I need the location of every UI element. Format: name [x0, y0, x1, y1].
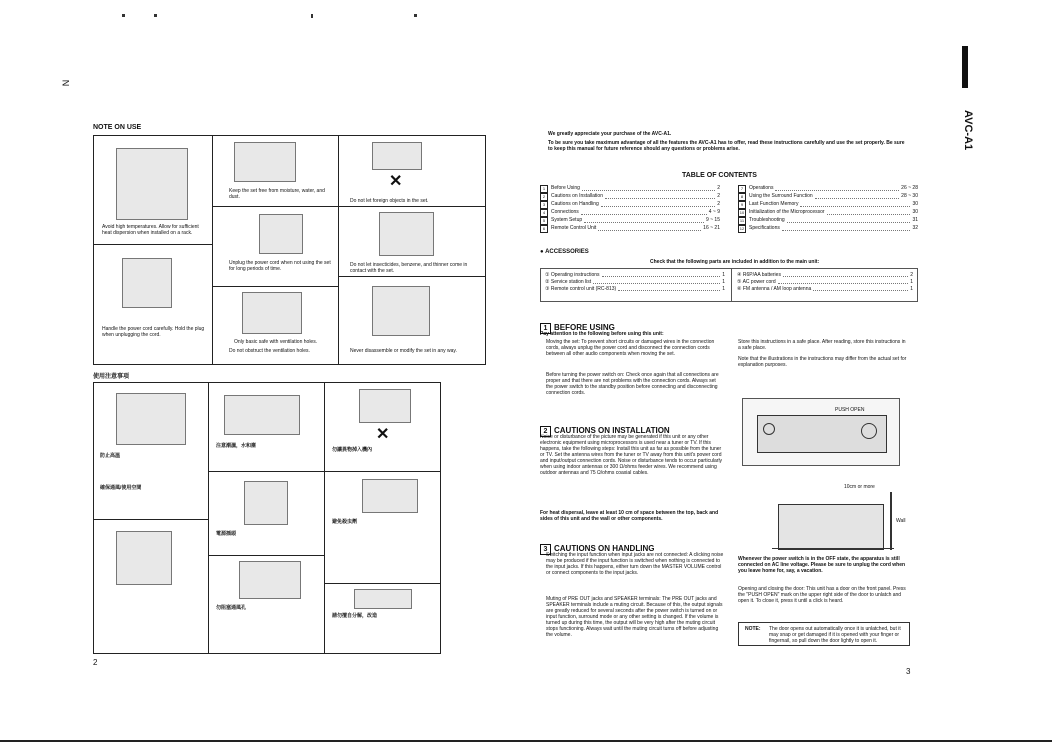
accessory-item: ④ R6P/AA batteries 2 [737, 272, 913, 278]
toc-right [738, 185, 918, 233]
sec1-right-1: Store this instructions in a safe place. After reading, store this instructions in a safe place. [738, 339, 906, 351]
sec1-lead: Pay attention to the following before using this unit: [540, 331, 664, 337]
note-moisture: Keep the set free from moisture, water, and dust. [229, 188, 325, 200]
heat-illustration-cn [116, 393, 186, 445]
note-ventilation-caption: Only basic safe with ventilation holes. [234, 339, 318, 345]
intro-2: To be sure you take maximum advantage of all the features the AVC-A1 has to offer, read these instructions carefully and use the set properly. Be sure to keep this manual for future reference should any questions or problems arise. [548, 140, 905, 152]
note-grid-cn [93, 382, 441, 654]
insecticide-illustration-cn [362, 479, 418, 513]
sec1-body-1: Moving the set: To prevent short circuits or damaged wires in the connection cords, always unplug the power cord and disconnect the connection cords between all other audio components when moving the set. [546, 339, 715, 357]
corner-mark: N [60, 79, 71, 87]
section-cautions-installation: 2 CAUTIONS ON INSTALLATION [540, 420, 670, 438]
handling-note-box [738, 622, 910, 646]
note-label: NOTE: [745, 626, 761, 632]
cn-heading: 使用注意事項 [93, 374, 130, 380]
note-ventilation: Do not obstruct the ventilation holes. [229, 348, 310, 354]
accessories-note: Check that the following parts are included in addition to the main unit: [650, 259, 820, 265]
toc-row[interactable]: 12 Specifications 32 [739, 225, 918, 231]
scan-edge [0, 740, 1052, 742]
note-power-cord: Handle the power cord carefully. Hold the plug when unplugging the cord. [102, 326, 205, 338]
prohibited-icon: ✕ [389, 173, 403, 190]
toc-row[interactable]: 10 Initialization of the Microprocessor 30 [739, 209, 918, 215]
wall-label: Wall [896, 518, 906, 524]
side-bar [962, 46, 968, 88]
intro-1: We greatly appreciate your purchase of the AVC-A1. [548, 131, 672, 137]
side-view-figure [772, 482, 906, 552]
scan-mark [414, 14, 417, 17]
note-unplug: Unplug the power cord when not using the set for long periods of time. [229, 260, 331, 272]
note-insecticide: Do not let insecticides, benzene, and thinner come in contact with the set. [350, 262, 468, 274]
toc-row[interactable]: 3 Cautions on Handling 2 [540, 201, 720, 209]
disassemble-illustration-cn [354, 589, 412, 609]
sec1-body-2: Before turning the power switch on: Check once again that all connections are proper and that there are not problems with the connection cords. Always set the power switch to the standby position before connecting and disconnecting connection cords. [546, 372, 719, 396]
ventilation-illustration-cn [239, 561, 301, 599]
unplug-illustration-cn [244, 481, 288, 525]
toc-row[interactable]: 7 Operations 26 ~ 28 [738, 185, 918, 193]
note-on-use-heading: NOTE ON USE [93, 124, 142, 131]
foreign-objects-illustration-cn [359, 389, 411, 423]
toc-row[interactable]: 11 Troubleshooting 31 [739, 217, 918, 223]
sec2-body: Noise or disturbance of the picture may be generated if this unit or any other electronic equipment using microprocessors is used near a tuner or TV. If this happens, take the following steps: Install this unit as far as possible from the tuner or TV. Set the antenna wires from the tuner or TV away from this unit's power cord and input/output connection cords. Noise or disturbance tends to occur particularly when using indoor antennas or 300 Ω/ohms feeder wires. We recommend using outdoor antennas and 75 Ω/ohms coaxial cables. [540, 434, 723, 476]
cn-note-moisture: 注意潮濕，水和塵 [216, 443, 257, 449]
sec3-body-1: Switching the input function when input jacks are not connected: A clicking noise may be produced if the input function is switched when nothing is connected to the input jacks. If this happens, either turn down the MASTER VOLUME control or connect components to the input jacks. [546, 552, 724, 576]
accessory-item: ③ Remote control unit (RC-813) 1 [545, 286, 725, 292]
toc-row[interactable]: 2 Cautions on Installation 2 [540, 193, 720, 201]
prohibited-icon-cn: ✕ [376, 426, 390, 443]
sec3-right-1: Whenever the power switch is in the OFF state, the apparatus is still connected on AC line voltage. Please be sure to unplug the cord when you leave home for, say, a vacation. [738, 556, 906, 574]
cn-note-ventilation: 勿阻塞通風孔 [216, 605, 247, 611]
note-foreign-objects: Do not let foreign objects in the set. [350, 198, 429, 204]
toc-row[interactable]: 9 Last Function Memory 30 [738, 201, 918, 209]
toc-row[interactable]: 5 System Setup 9 ~ 15 [540, 217, 720, 225]
power-cord-illustration-cn [116, 531, 172, 585]
side-title: AVC-A1 [962, 110, 974, 151]
accessory-item: ② Service station list 1 [545, 279, 725, 285]
section-before-using: 1 BEFORE USING [540, 317, 615, 335]
moisture-illustration [234, 142, 296, 182]
accessories-title: ● ACCESSORIES [540, 249, 589, 255]
power-cord-illustration [122, 258, 172, 308]
cn-note-space: 確保通風/使用空間 [100, 485, 142, 491]
note-heat: Avoid high temperatures. Allow for sufficient heat dispersion when installed on a rack. [102, 224, 199, 236]
scan-mark [311, 14, 313, 18]
page-number-right: 3 [906, 667, 911, 676]
cn-note-foreign: 勿讓異物掉入機內 [332, 447, 373, 453]
toc-row[interactable]: 8 Using the Surround Function 28 ~ 30 [738, 193, 918, 201]
front-view-figure [742, 398, 900, 466]
toc-left [540, 185, 720, 233]
foreign-objects-illustration [372, 142, 422, 170]
scan-mark [154, 14, 157, 17]
sec2-note: For heat dispersal, leave at least 10 cm of space between the top, back and sides of this unit and the wall or other components. [540, 510, 719, 522]
disassemble-illustration [372, 286, 430, 336]
note-grid-en [93, 135, 486, 365]
unplug-illustration [259, 214, 303, 254]
toc-title: TABLE OF CONTENTS [682, 172, 757, 179]
cn-note-plug: 電源插頭 [216, 531, 237, 537]
accessory-item: ① Operating instructions 1 [545, 272, 725, 278]
toc-row[interactable]: 1 Before Using 2 [540, 185, 720, 193]
cn-note-heat: 防止高溫 [100, 453, 121, 459]
note-disassemble: Never disassemble or modify the set in any way. [350, 348, 457, 354]
accessory-item: ⑤ AC power cord 1 [737, 279, 913, 285]
cn-note-disassemble: 請勿擅自分解，改造 [332, 613, 378, 619]
toc-row[interactable]: 6 Remote Control Unit 16 ~ 21 [540, 225, 720, 233]
accessory-item: ⑥ FM antenna / AM loop antenna 1 [737, 286, 913, 292]
ventilation-illustration [242, 292, 302, 334]
sec3-body-2: Muting of PRE OUT jacks and SPEAKER terminals: The PRE OUT jacks and SPEAKER terminals include a muting circuit. Because of this, the output signals are greatly reduced for several seconds after the power switch is turned on or input function, surround mode or any other setting is changed. If the volume is turned up during this time, the output will be very high after the muting circuit stops functioning. Always wait until the muting circuit turns off before adjusting the volume. [546, 596, 723, 638]
section-cautions-handling: 3 CAUTIONS ON HANDLING [540, 538, 654, 556]
cn-note-insecticide: 避免殺虫劑 [332, 519, 358, 525]
heat-illustration [116, 148, 188, 220]
moisture-illustration-cn [224, 395, 300, 435]
accessories-box [540, 268, 918, 302]
sec1-right-2: Note that the illustrations in the instructions may differ from the actual set for explanation purposes. [738, 356, 907, 368]
page-number-left: 2 [93, 658, 98, 667]
insecticide-illustration [379, 212, 434, 256]
toc-row[interactable]: 4 Connections 4 ~ 9 [540, 209, 720, 217]
clearance-label: 10cm or more [844, 484, 875, 490]
scan-mark [122, 14, 125, 17]
push-open-label: PUSH OPEN [835, 407, 865, 413]
sec3-right-2: Opening and closing the door: This unit has a door on the front panel. Press the "PUSH OPEN" mark on the upper right side of the door to unlatch and open it. To close it, press it until a click is heard. [738, 586, 906, 604]
note-text: The door opens out automatically once it is unlatched, but it may snap or get damaged if it is opened with your finger or fingernail, so pull down the door lightly to open it. [769, 626, 901, 644]
